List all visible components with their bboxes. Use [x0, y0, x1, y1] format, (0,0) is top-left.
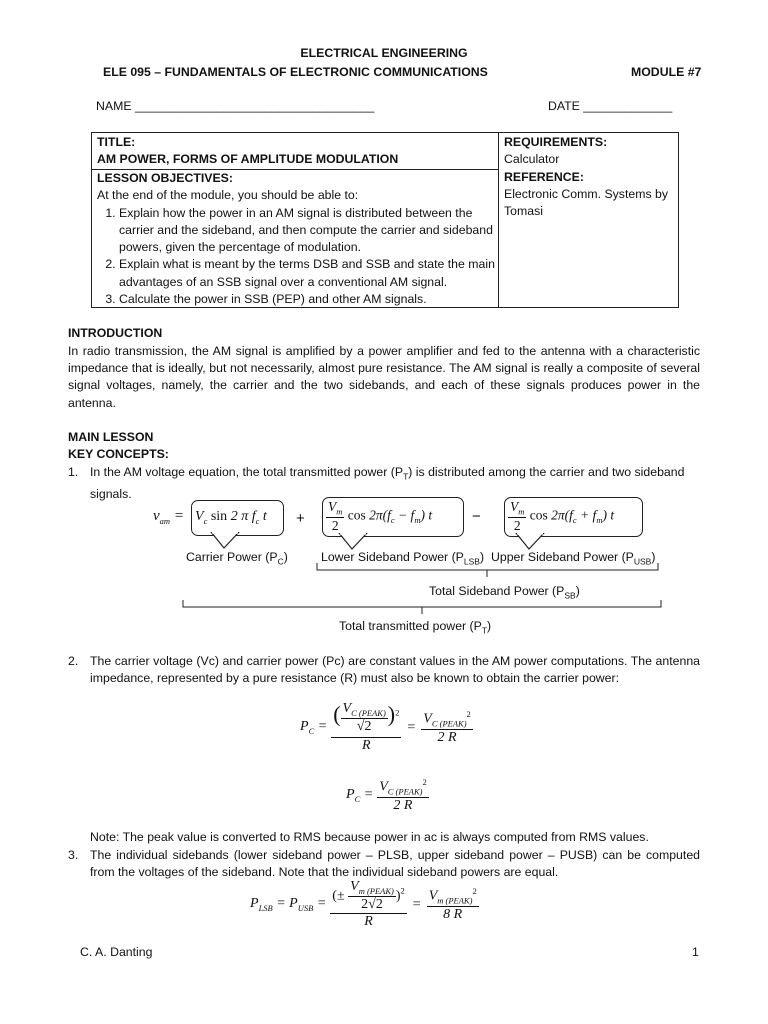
lsb-power-label: Lower Sideband Power $(P_{LSB})$ — [321, 550, 485, 567]
carrier-term-box: $V_c$ sin 2 π $f_c$ t — [191, 500, 284, 536]
title-value: AM POWER, FORMS OF AMPLITUDE MODULATION — [97, 152, 399, 167]
objectives-list — [97, 205, 495, 309]
key-concepts-heading: KEY CONCEPTS: — [68, 447, 169, 461]
intro-text: In radio transmission, the AM signal is amplified by a power amplifier and fed to the antenna with a characteristic impedance that is ideally, but not necessarily, almost pure resistance. The AM signal is really a composite of several signal voltages, namely, the carrier and the two sidebands, and each of these signals produces power in the antenna. — [68, 344, 700, 410]
usb-callout-pointer — [515, 533, 545, 551]
concept-2: 2. The carrier voltage (Vc) and carrier power (Pc) are constant values in the AM power computations. The antenna impedance, represented by a pure resistance (R) must also be known to obtain the carrier power: — [68, 654, 701, 686]
lsb-callout-pointer — [338, 533, 368, 551]
total-power-label: Total transmitted power $(P_T)$ — [339, 619, 492, 636]
course-title: ELE 095 – FUNDAMENTALS OF ELECTRONIC COMMUNICATIONS — [103, 65, 488, 79]
concept-3: 3. The individual sidebands (lower sideband power – PLSB, upper sideband power – PUSB) can be computed from the voltages of the sideband. Note that the individual sideband powers are equal. — [68, 848, 700, 880]
usb-power-label: Upper Sideband Power $(P_{USB})$ — [491, 550, 656, 567]
total-sideband-label: Total Sideband Power $(P_{SB})$ — [429, 584, 580, 601]
objective-item: 2. Explain what is meant by the terms DSB and SSB and state the main advantages of an SSB signal over a conventional AM signal. — [119, 256, 495, 291]
plus-sign: + — [296, 510, 305, 527]
author: C. A. Danting — [80, 945, 153, 959]
name-field[interactable]: NAME ___________________________________ — [96, 99, 375, 113]
date-field[interactable]: DATE _____________ — [548, 99, 673, 113]
carrier-power-label: Carrier Power $(P_C)$ — [186, 550, 288, 567]
objectives-label: LESSON OBJECTIVES: — [97, 171, 233, 185]
rms-note: Note: The peak value is converted to RMS because power in ac is always computed from RMS values. — [90, 830, 649, 844]
main-lesson-heading: MAIN LESSON — [68, 430, 154, 444]
vam-symbol: $v_{am}$ = — [153, 508, 184, 526]
carrier-power-equation-2: $P_C$ = $\frac{V_{C (PEAK)}^2}{2 R}$ — [346, 777, 427, 813]
concept-1: 1. In the AM voltage equation, the total transmitted power $(P_T)$ is distributed among the carrier and two sideband signals. — [68, 465, 685, 501]
carrier-callout-pointer — [210, 532, 240, 550]
objective-item: 1. Explain how the power in an AM signal is distributed between the carrier and the sideband, and then compute the carrier and sideband powers, given the percentage of modulation. — [119, 205, 495, 257]
objectives-intro: At the end of the module, you should be able to: — [97, 188, 359, 203]
reference-label: REFERENCE: — [504, 169, 584, 184]
requirements-value: Calculator — [504, 152, 560, 167]
bracket-lines — [0, 560, 768, 620]
page-number: 1 — [692, 945, 699, 959]
usb-term-box: $\frac{V_m}{2}$ $\cos 2\pi(f_c + f_m)$ t — [504, 497, 643, 537]
reference-value: Electronic Comm. Systems by Tomasi — [504, 186, 668, 219]
module-info-table — [91, 132, 679, 308]
objective-item: 3. Calculate the power in SSB (PEP) and other AM signals. — [119, 291, 495, 308]
title-label: TITLE: — [97, 135, 136, 149]
lsb-term-box: $\frac{V_m}{2}$ $\cos 2\pi(f_c - f_m)$ t — [322, 497, 464, 537]
sideband-power-equation: $P_{LSB} = P_{USB}$ = (± $\frac{V_{m (PEAK)}}{2√2}$ )$^2$ R = $\frac{V_{m (PEAK)}^2}{8 R}$ — [250, 879, 477, 930]
carrier-power-equation-1: $P_C$ = ( $\frac{V_{C (PEAK)}}{√2}$ )$^2$ R = $\frac{V_{C (PEAK)}^2}{2 R}$ — [300, 701, 471, 754]
requirements-label: REQUIREMENTS: — [504, 135, 608, 149]
department-title: ELECTRICAL ENGINEERING — [300, 46, 468, 60]
module-number: MODULE #7 — [631, 65, 702, 79]
minus-sign: − — [472, 508, 481, 525]
intro-heading: INTRODUCTION — [68, 326, 163, 340]
